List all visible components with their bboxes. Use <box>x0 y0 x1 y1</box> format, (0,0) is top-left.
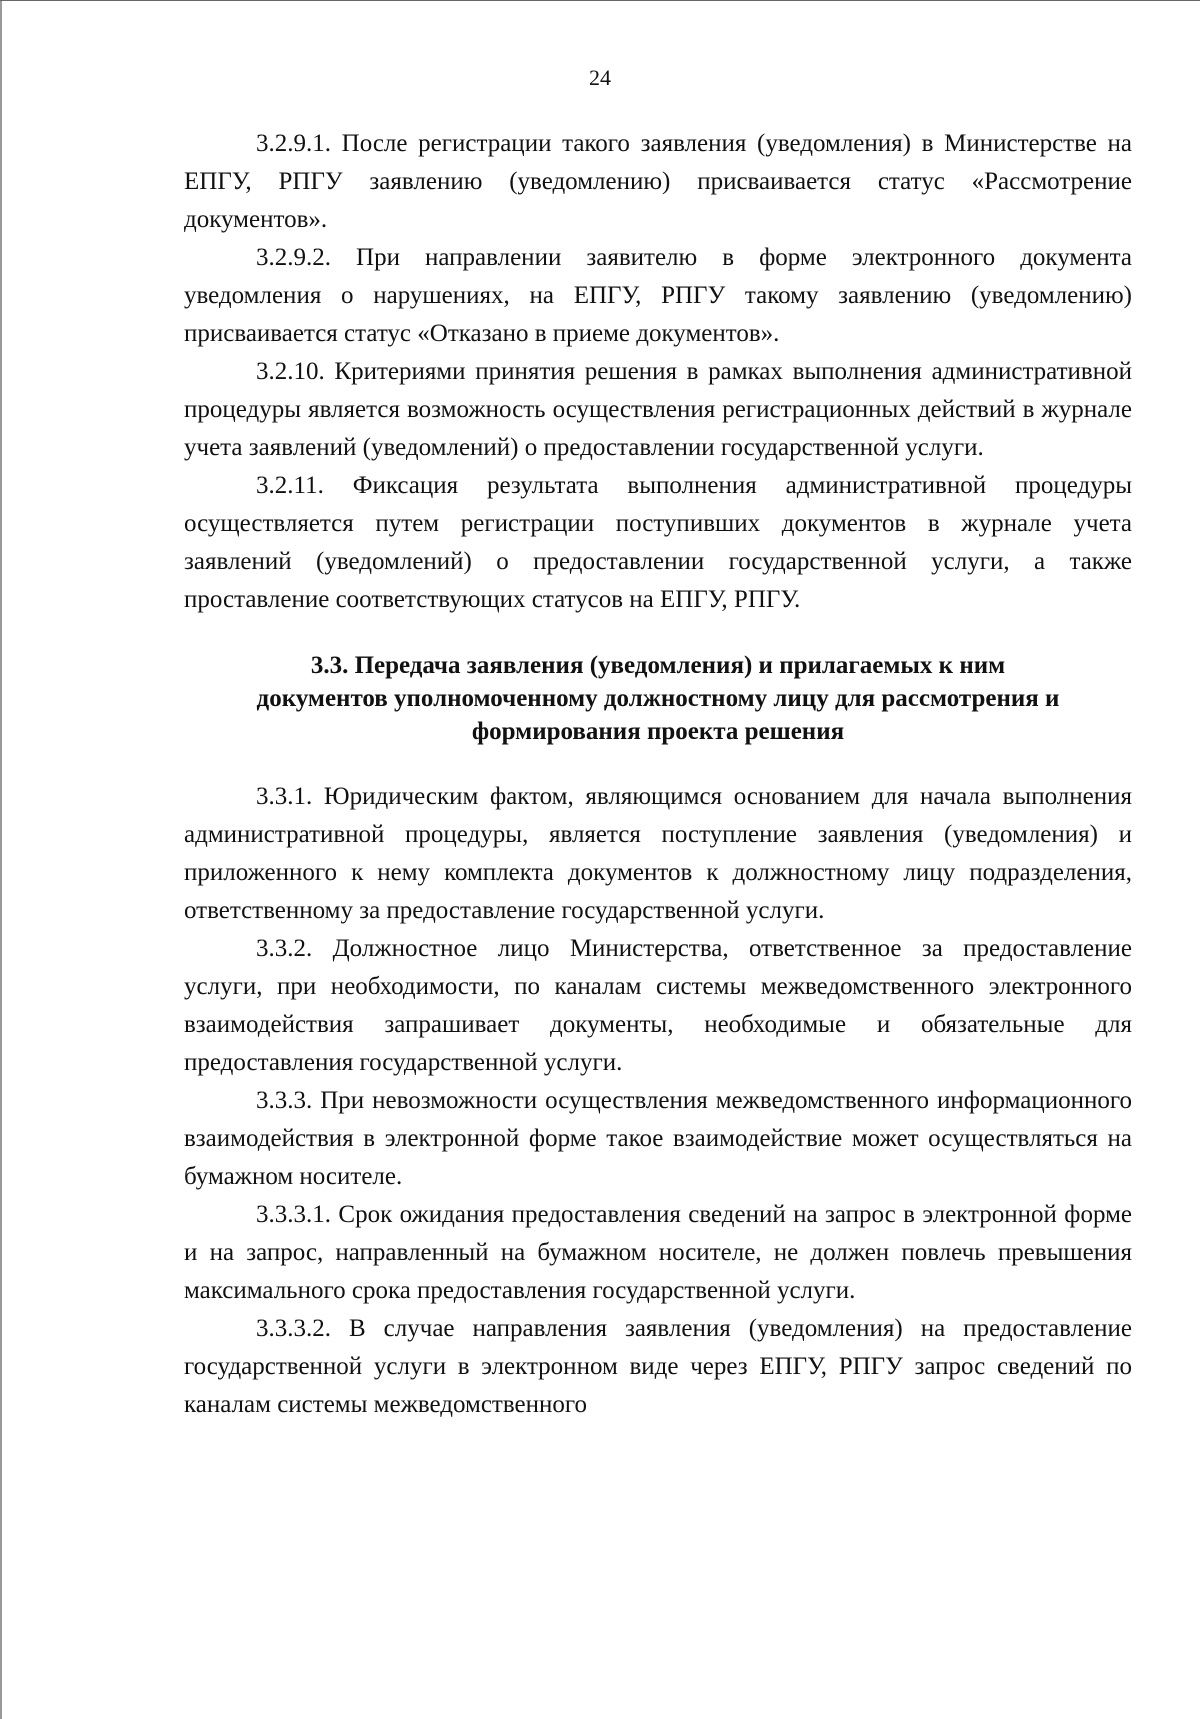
paragraph-3-3-3: 3.3.3. При невозможности осуществления межведомственного информационного взаимодействия в электронной форме такое взаимодействие может осуществляться на бумажном носителе. <box>184 1087 1132 1190</box>
section-heading-line-2: документов уполномоченному должностному лицу для рассмотрения и <box>256 685 1060 712</box>
page-left-edge <box>0 1 2 1719</box>
section-heading-line-1: 3.3. Передача заявления (уведомления) и прилагаемых к ним <box>310 652 1006 679</box>
paragraph-3-3-1: 3.3.1. Юридическим фактом, являющимся основанием для начала выполнения административной процедуры, является поступление заявления (уведомления) и приложенного к нему комплекта документов к должностному лицу подразделения, ответственному за предоставление государственной услуги. <box>184 783 1132 924</box>
section-heading-3-3 <box>184 649 1132 748</box>
paragraph-3-2-9-2: 3.2.9.2. При направлении заявителю в форме электронного документа уведомления о нарушениях, на ЕПГУ, РПГУ такому заявлению (уведомлению) присваивается статус «Отказано в приеме документов». <box>184 244 1132 347</box>
paragraph-3-2-9-1: 3.2.9.1. После регистрации такого заявления (уведомления) в Министерстве на ЕПГУ, РПГУ заявлению (уведомлению) присваивается статус «Рассмотрение документов». <box>184 130 1132 233</box>
page-number: 24 <box>589 65 611 90</box>
paragraph-3-2-10: 3.2.10. Критериями принятия решения в рамках выполнения административной процедуры является возможность осуществления регистрационных действий в журнале учета заявлений (уведомлений) о предоставлении государственной услуги. <box>184 358 1132 461</box>
paragraph-3-2-11: 3.2.11. Фиксация результата выполнения административной процедуры осуществляется путем регистрации поступивших документов в журнале учета заявлений (уведомлений) о предоставлении государственной услуги, а также проставление соответствующих статусов на ЕПГУ, РПГУ. <box>184 472 1132 613</box>
document-body <box>184 125 1132 1424</box>
section-heading-line-3: формирования проекта решения <box>471 718 845 745</box>
paragraph-3-3-2: 3.3.2. Должностное лицо Министерства, ответственное за предоставление услуги, при необходимости, по каналам системы межведомственного электронного взаимодействия запрашивает документы, необходимые и обязательные для предоставления государственной услуги. <box>184 935 1132 1076</box>
paragraph-3-3-3-1: 3.3.3.1. Срок ожидания предоставления сведений на запрос в электронной форме и на запрос, направленный на бумажном носителе, не должен повлечь превышения максимального срока предоставления государственной услуги. <box>184 1201 1132 1304</box>
paragraph-3-3-3-2: 3.3.3.2. В случае направления заявления (уведомления) на предоставление государственной услуги в электронном виде через ЕПГУ, РПГУ запрос сведений по каналам системы межведомственного <box>184 1315 1132 1418</box>
